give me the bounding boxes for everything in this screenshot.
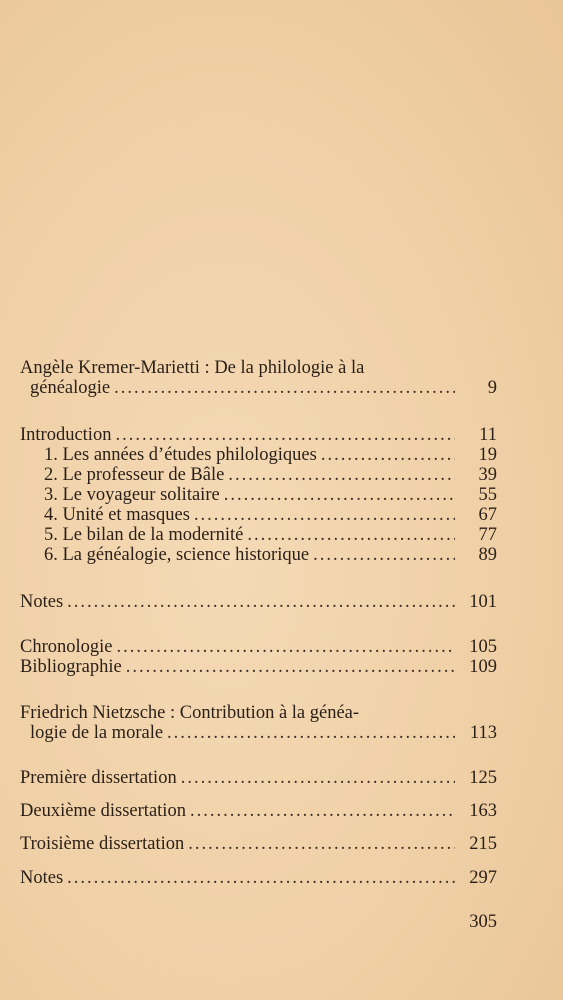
- toc-chapter-title: 3. Le voyageur solitaire: [44, 485, 220, 505]
- toc-entry-chronologie: [20, 637, 497, 657]
- dot-leader: [167, 723, 455, 743]
- toc-notes-title: Notes: [20, 592, 64, 612]
- toc-chapter-3: [44, 485, 497, 505]
- toc-entry-dissertation-1: [20, 768, 497, 788]
- toc-chapter-page: 77: [478, 525, 497, 545]
- toc-chapter-title: 6. La généalogie, science historique: [44, 545, 310, 565]
- dot-leader: [181, 768, 455, 788]
- dot-leader: [313, 545, 455, 565]
- toc-entry-nietzsche: [20, 703, 497, 743]
- toc-bibliographie-title: Bibliographie: [20, 657, 122, 677]
- toc-entry-kremer: [20, 358, 497, 398]
- dot-leader: [190, 801, 455, 821]
- toc-chapter-page: 19: [478, 445, 497, 465]
- toc-dissertation-3-page: 215: [469, 834, 497, 854]
- toc-chapter-page: 89: [478, 545, 497, 565]
- toc-kremer-page: 9: [487, 378, 497, 398]
- dot-leader: [67, 868, 455, 888]
- toc-chapter-title: 2. Le professeur de Bâle: [44, 465, 225, 485]
- toc-nietzsche-title-line2: logie de la morale: [30, 723, 164, 743]
- dot-leader: [115, 425, 455, 445]
- dot-leader: [188, 834, 455, 854]
- toc-dissertation-1-title: Première dissertation: [20, 768, 177, 788]
- dot-leader: [194, 505, 455, 525]
- toc-chapter-4: [44, 505, 497, 525]
- toc-chronologie-page: 105: [469, 637, 497, 657]
- toc-bibliographie-page: 109: [469, 657, 497, 677]
- toc-notes-page: 101: [469, 592, 497, 612]
- toc-entry-bibliographie: [20, 657, 497, 677]
- toc-entry-dissertation-3: [20, 834, 497, 854]
- toc-entry-introduction: [20, 425, 497, 445]
- toc-dissertation-2-title: Deuxième dissertation: [20, 801, 186, 821]
- toc-chapter-5: [44, 525, 497, 545]
- toc-entry-dissertation-2: [20, 801, 497, 821]
- toc-chapter-page: 67: [478, 505, 497, 525]
- toc-entry-notes-2: [20, 868, 497, 888]
- dot-leader: [224, 485, 455, 505]
- toc-chapter-page: 55: [478, 485, 497, 505]
- toc-chapter-2: [44, 465, 497, 485]
- toc-notes-page: 297: [469, 868, 497, 888]
- toc-introduction-title: Introduction: [20, 425, 112, 445]
- dot-leader: [126, 657, 455, 677]
- dot-leader: [114, 378, 455, 398]
- toc-kremer-title-line1: Angèle Kremer-Marietti : De la philologie à la: [20, 358, 365, 378]
- toc-chronologie-title: Chronologie: [20, 637, 113, 657]
- toc-entry-notes-1: [20, 592, 497, 612]
- toc-chapter-6: [44, 545, 497, 565]
- toc-kremer-title-line2: généalogie: [30, 378, 111, 398]
- toc-introduction-page: 11: [479, 425, 497, 445]
- toc-chapter-page: 39: [478, 465, 497, 485]
- dot-leader: [228, 465, 455, 485]
- dot-leader: [321, 445, 455, 465]
- final-page-number: 305: [469, 912, 497, 932]
- dot-leader: [67, 592, 455, 612]
- toc-notes-title: Notes: [20, 868, 64, 888]
- dot-leader: [247, 525, 455, 545]
- toc-nietzsche-page: 113: [469, 723, 497, 743]
- toc-chapter-title: 1. Les années d’études philologiques: [44, 445, 317, 465]
- dot-leader: [117, 637, 456, 657]
- toc-dissertation-1-page: 125: [469, 768, 497, 788]
- toc-chapter-title: 5. Le bilan de la modernité: [44, 525, 244, 545]
- toc-dissertation-2-page: 163: [469, 801, 497, 821]
- toc-chapter-1: [44, 445, 497, 465]
- toc-nietzsche-title-line1: Friedrich Nietzsche : Contribution à la généa-: [20, 703, 360, 723]
- toc-chapter-title: 4. Unité et masques: [44, 505, 190, 525]
- toc-dissertation-3-title: Troisième dissertation: [20, 834, 185, 854]
